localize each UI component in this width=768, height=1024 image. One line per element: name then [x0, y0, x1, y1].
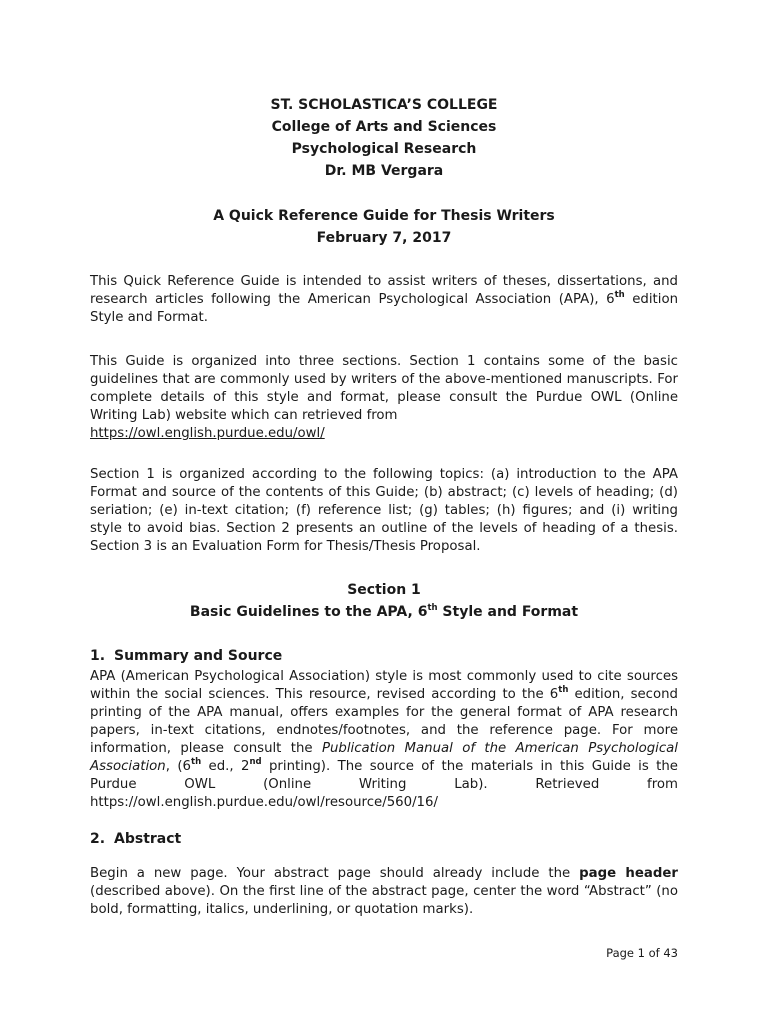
- summary-heading: 1. Summary and Source: [90, 648, 283, 664]
- department-name: College of Arts and Sciences: [271, 119, 497, 135]
- page-number: Page 1 of 43: [606, 946, 678, 960]
- abstract-paragraph: Begin a new page. Your abstract page should already include the page header (described above). On the first line of the abstract page, center the word “Abstract” (no bold, formatting, italics, underlining, or quotation marks).: [90, 866, 678, 917]
- topics-paragraph: Section 1 is organized according to the following topics: (a) introduction to the APA Format and source of the contents of this Guide; (b) abstract; (c) levels of heading; (d) seriation; (e) in-text citation; (f) reference list; (g) tables; (h) figures; and (i) writing style to avoid bias. Section 2 presents an outline of the levels of heading of a thesis. Section 3 is an Evaluation Form for Thesis/Thesis Proposal.: [90, 467, 678, 554]
- organization-paragraph: This Guide is organized into three sections. Section 1 contains some of the basic guidelines that are commonly used by writers of the above-mentioned manuscripts. For complete details of this style and format, please consult the Purdue OWL (Online Writing Lab) website which can retrieved from https://owl.english.purdue.edu/owl/: [90, 354, 678, 441]
- college-name: ST. SCHOLASTICA’S COLLEGE: [270, 97, 498, 113]
- section-label: Section 1: [347, 582, 421, 598]
- summary-paragraph: APA (American Psychological Association) style is most commonly used to cite sources within the social sciences. This resource, revised according to the 6th edition, second printing of the APA manual, offers examples for the general format of APA research papers, in-text citations, endnotes/footnotes, and the reference page. For more information, please consult the Publication Manual of the American Psychological Association, (6th ed., 2nd printing). The source of the materials in this Guide is the Purdue OWL (Online Writing Lab). Retrieved from https://owl.english.purdue.edu/owl/resource/560/16/: [90, 669, 678, 810]
- document-title-block: [0, 205, 768, 249]
- document-date: February 7, 2017: [316, 230, 452, 246]
- abstract-heading: 2. Abstract: [90, 831, 182, 847]
- author-name: Dr. MB Vergara: [324, 163, 444, 179]
- section-title: Basic Guidelines to the APA, 6th Style and Format: [189, 603, 579, 620]
- intro-paragraph: This Quick Reference Guide is intended to assist writers of theses, dissertations, and research articles following the American Psychological Association (APA), 6th edition Style and Format.: [90, 274, 679, 325]
- document-header: [0, 94, 768, 182]
- purdue-owl-link[interactable]: https://owl.english.purdue.edu/owl/: [90, 426, 325, 441]
- document-title: A Quick Reference Guide for Thesis Writers: [213, 208, 555, 224]
- course-name: Psychological Research: [291, 141, 477, 157]
